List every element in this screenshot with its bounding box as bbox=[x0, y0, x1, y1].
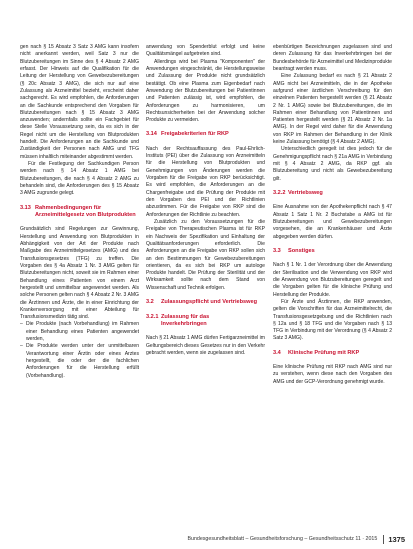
section-title: Sonstiges bbox=[288, 247, 315, 254]
paragraph: Nach § 1 Nr. 1 der Verordnung über die Anwendung der Sterilisation und die Verwendung von RKP wird die Anwendung von Blutzubereitungen geregelt und die Vorgaben gelten für die klinische Prüfung und Herstellung der Produkte. bbox=[273, 262, 392, 298]
paragraph: Allerdings wird bei Plasma "Komponenten" der Anwendungen eingeschränkt, die Herstellungsweise und Zulassung der Produkte nicht grundsätzlich bestätigt. Ob eine Plasma zum Eigenbedarf nach Anwendung der Blutzubereitungen bei Patientinnen und Patienten zulässig ist, wird empfohlen, die Anforderungen zu harmonisieren, um Rechtsunsicherheiten bei der Anwendung solcher Produkte zu vermeiden. bbox=[146, 58, 265, 124]
paragraph: Nach der Rechtsauffassung des Paul-Ehrlich-Instituts (PEI) über die Zulassung von Arzneimitteln für die Herstellung von Blutprodukten und Genehmigungen von Änderungen werden die Vorgaben für die Freigabe von RKP berücksichtigt. Es wird empfohlen, die Anforderungen an die Chargenfreigabe und die Prüfung der Produkte mit den Vorgaben des PEI und der Richtlinien abzustimmen. Für die Freigabe von RKP sind die Anforderungen der Richtlinie zu beachten. bbox=[146, 145, 265, 218]
section-heading-3-3 bbox=[273, 248, 392, 255]
section-title: Zulassungspflicht und Vertriebsweg bbox=[161, 299, 258, 306]
paragraph: Eine Zulassung bedarf es nach § 21 Absatz 2 AMG nicht bei Arzneimitteln, die in der Apotheke aufgrund einer ärztlichen Verschreibung für den einzelnen Patienten hergestellt werden (§ 21 Absatz 2 Nr. 1 AMG) sowie bei Blutzubereitungen, die im Rahmen einer Behandlung von Patientinnen und Patienten hergestellt werden (§ 21 Absatz 2 Nr. 1a AMG). In der Regel wird daher für die Anwendung von RKP im Rahmen der Behandlung in der Klinik keine Zulassung benötigt (§ 4 Absatz 2 AMG). bbox=[273, 73, 392, 146]
section-number: 3.2.2 bbox=[273, 189, 286, 196]
section-number: 3.2.1 bbox=[146, 313, 159, 320]
text-column-right bbox=[273, 44, 392, 386]
section-heading-3-13 bbox=[20, 205, 139, 220]
section-heading-3-2-1 bbox=[146, 314, 265, 329]
section-title-line: Rahmenbedingungen für bbox=[35, 204, 102, 211]
section-title: Freigabekriterien für RKP bbox=[161, 131, 229, 138]
text-column-middle bbox=[146, 44, 265, 357]
section-title: Klinische Prüfung mit RKP bbox=[288, 349, 360, 356]
paragraph: Für Ärzte und Ärztinnen, die RKP anwenden, gelten die Vorschriften für das Arzneimittelrecht, die Transfusionsgesetzgebung und die Richtlinien nach § 12a und § 18 TFG und die Vorgaben nach § 13 TFG in Verbindung mit der Verordnung (§ 4 Absatz 2 Satz 3 AMG). bbox=[273, 298, 392, 342]
section-heading-3-4 bbox=[273, 350, 392, 357]
section-title: Vertriebsweg bbox=[288, 189, 323, 196]
paragraph: Nach § 21 Absatz 1 AMG dürfen Fertigarzneimittel im Geltungsbereich dieses Gesetzes nur in den Verkehr gebracht werden, wenn sie zugelassen sind. bbox=[146, 335, 265, 356]
paragraph: ebenbürtigen Bezeichnungen zugelassen sind und deren Zulassung für das Inverkehrbringen bei der Bundesbehörde für Arzneimittel und Medizinprodukte beantragt werden muss. bbox=[273, 44, 392, 72]
list-item: – Die Produkte werden unter der unmittelbaren Verantwortung einer Ärztin oder eines Arztes hergestellt, die oder der die fachlichen Anforderungen für die Herstellung erfüllt (Vorbehandlung). bbox=[20, 343, 139, 380]
text-column-left bbox=[20, 44, 139, 380]
paragraph: anwendung von Spenderblut erfolgt und keine Qualitätsmängel aufgetreten sind. bbox=[146, 44, 265, 58]
paragraph: Grundsätzlich sind Regelungen zur Gewinnung, Herstellung und Anwendung von Blutprodukten in Abhängigkeit von der Art der Produkte nach Maßgabe des Arzneimittelgesetzes (AMG) und des Transfusionsgesetzes (TFG) zu treffen. Die Vorgaben des § 4a Absatz 1 Nr. 3 AMG gelten für Blutzubereitungen nicht, soweit sie im Rahmen einer Behandlung eines Patienten von einem Arzt hergestellt und unmittelbar angewendet werden. Als solche Personen gelten nach § 4 Absatz 2 Nr. 3 AMG die Ärztinnen und Ärzte, die in einer Einrichtung der Krankenversorgung mit einer Abteilung für Transfusionsmedizin tätig sind. bbox=[20, 226, 139, 321]
section-number: 3.14 bbox=[146, 131, 157, 138]
section-title-line: Zulassung für das bbox=[161, 313, 210, 320]
section-heading-3-2-2 bbox=[273, 190, 392, 197]
top-blank-band bbox=[0, 0, 413, 26]
section-number: 3.2 bbox=[146, 299, 154, 306]
section-number: 3.13 bbox=[20, 204, 31, 211]
journal-name: Bundesgesundheitsblatt – Gesundheitsforschung – Gesundheitsschutz 11 · 2015 bbox=[187, 536, 378, 542]
section-title-line: Inverkehrbringen bbox=[161, 320, 207, 327]
paragraph: gen nach § 15 Absatz 3 Satz 3 AMG kann insofern nicht anerkannt werden, weil Satz 3 nur die Blutzubereitungen im Sinne des § 4 Absatz 2 AMG erfasst. Der Hinweis auf die Qualifikation für die Leitung der Herstellung von Gewebezubereitungen (§ 20c Absatz 3 AMG), die sich nur auf eine Zulassung als Arzneimittel bezieht, erscheint daher sachgerecht. Es wird empfohlen, die Anforderungen an die Sachkunde entsprechend den Vorgaben für Blutzubereitungen nach § 15 Absatz 3 AMG anzuwenden; andernfalls sollte ein Fachgebiet für diese Stelle Voraussetzung sein, da es sich in der Regel nicht um die Herstellung von Blutprodukten handelt. Die Anforderungen an die Sachkunde und Zuständigkeit der Personen nach AMG und TFG müssen inhaltlich miteinander abgestimmt werden. bbox=[20, 44, 139, 160]
section-number: 3.4 bbox=[273, 349, 281, 356]
section-title-line: Arzneimittelgesetz von Blutprodukten bbox=[35, 211, 136, 218]
dash-list bbox=[20, 321, 139, 380]
page-number: 1375 bbox=[388, 534, 405, 544]
paragraph: Eine klinische Prüfung mit RKP nach AMG sind nur zu verstehen, wenn diese nach den Vorgaben des AMG und der GCP-Verordnung genehmigt wurde. bbox=[273, 364, 392, 385]
paragraph: Unterschiedlich geregelt ist dies jedoch für die Genehmigungspflicht nach § 21a AMG in Verbindung mit § 4 Absatz 2 AMG, da RKP ggf. als Blutzubereitung und nicht als Gewebezubereitung gilt. bbox=[273, 146, 392, 182]
paragraph: Für die Festlegung der Sachkundigen Person werden nach § 14 Absatz 1 AMG bei Blutzubereitungen, die nach § 4 Absatz 2 AMG zu behandeln sind, die Anforderungen des § 15 Absatz 3 AMG zugrunde gelegt. bbox=[20, 161, 139, 197]
footer-divider bbox=[383, 535, 384, 544]
paragraph: Eine Ausnahme von der Apothekenpflicht nach § 47 Absatz 1 Satz 1 Nr. 2 Buchstabe a AMG ist für Blutzubereitungen und Gewebezubereitungen vorgesehen, die an Krankenhäuser und Ärzte abgegeben werden dürfen. bbox=[273, 204, 392, 240]
list-item: – Die Produkte (nach Vorbehandlung) im Rahmen einer Behandlung eines Patienten angewendet werden, bbox=[20, 321, 139, 343]
page-footer bbox=[187, 534, 405, 544]
section-number: 3.3 bbox=[273, 247, 281, 254]
paragraph: Zusätzlich zu den Voraussetzungen für die Freigabe von Therapeutischen Plasma ist für RKP ein Nachweis der Spezifikation und Einhaltung der Qualitätsanforderungen erforderlich. Die Anforderungen an die Freigabe von RKP sollen sich an den Bestimmungen für Gewebezubereitungen orientieren, da es sich bei RKP um autologe Produkte handelt. Die Prüfung der Sterilität und der Wirksamkeit sollte nach dem Stand von Wissenschaft und Technik erfolgen. bbox=[146, 218, 265, 291]
section-heading-3-14 bbox=[146, 131, 265, 138]
section-heading-3-2 bbox=[146, 299, 265, 306]
